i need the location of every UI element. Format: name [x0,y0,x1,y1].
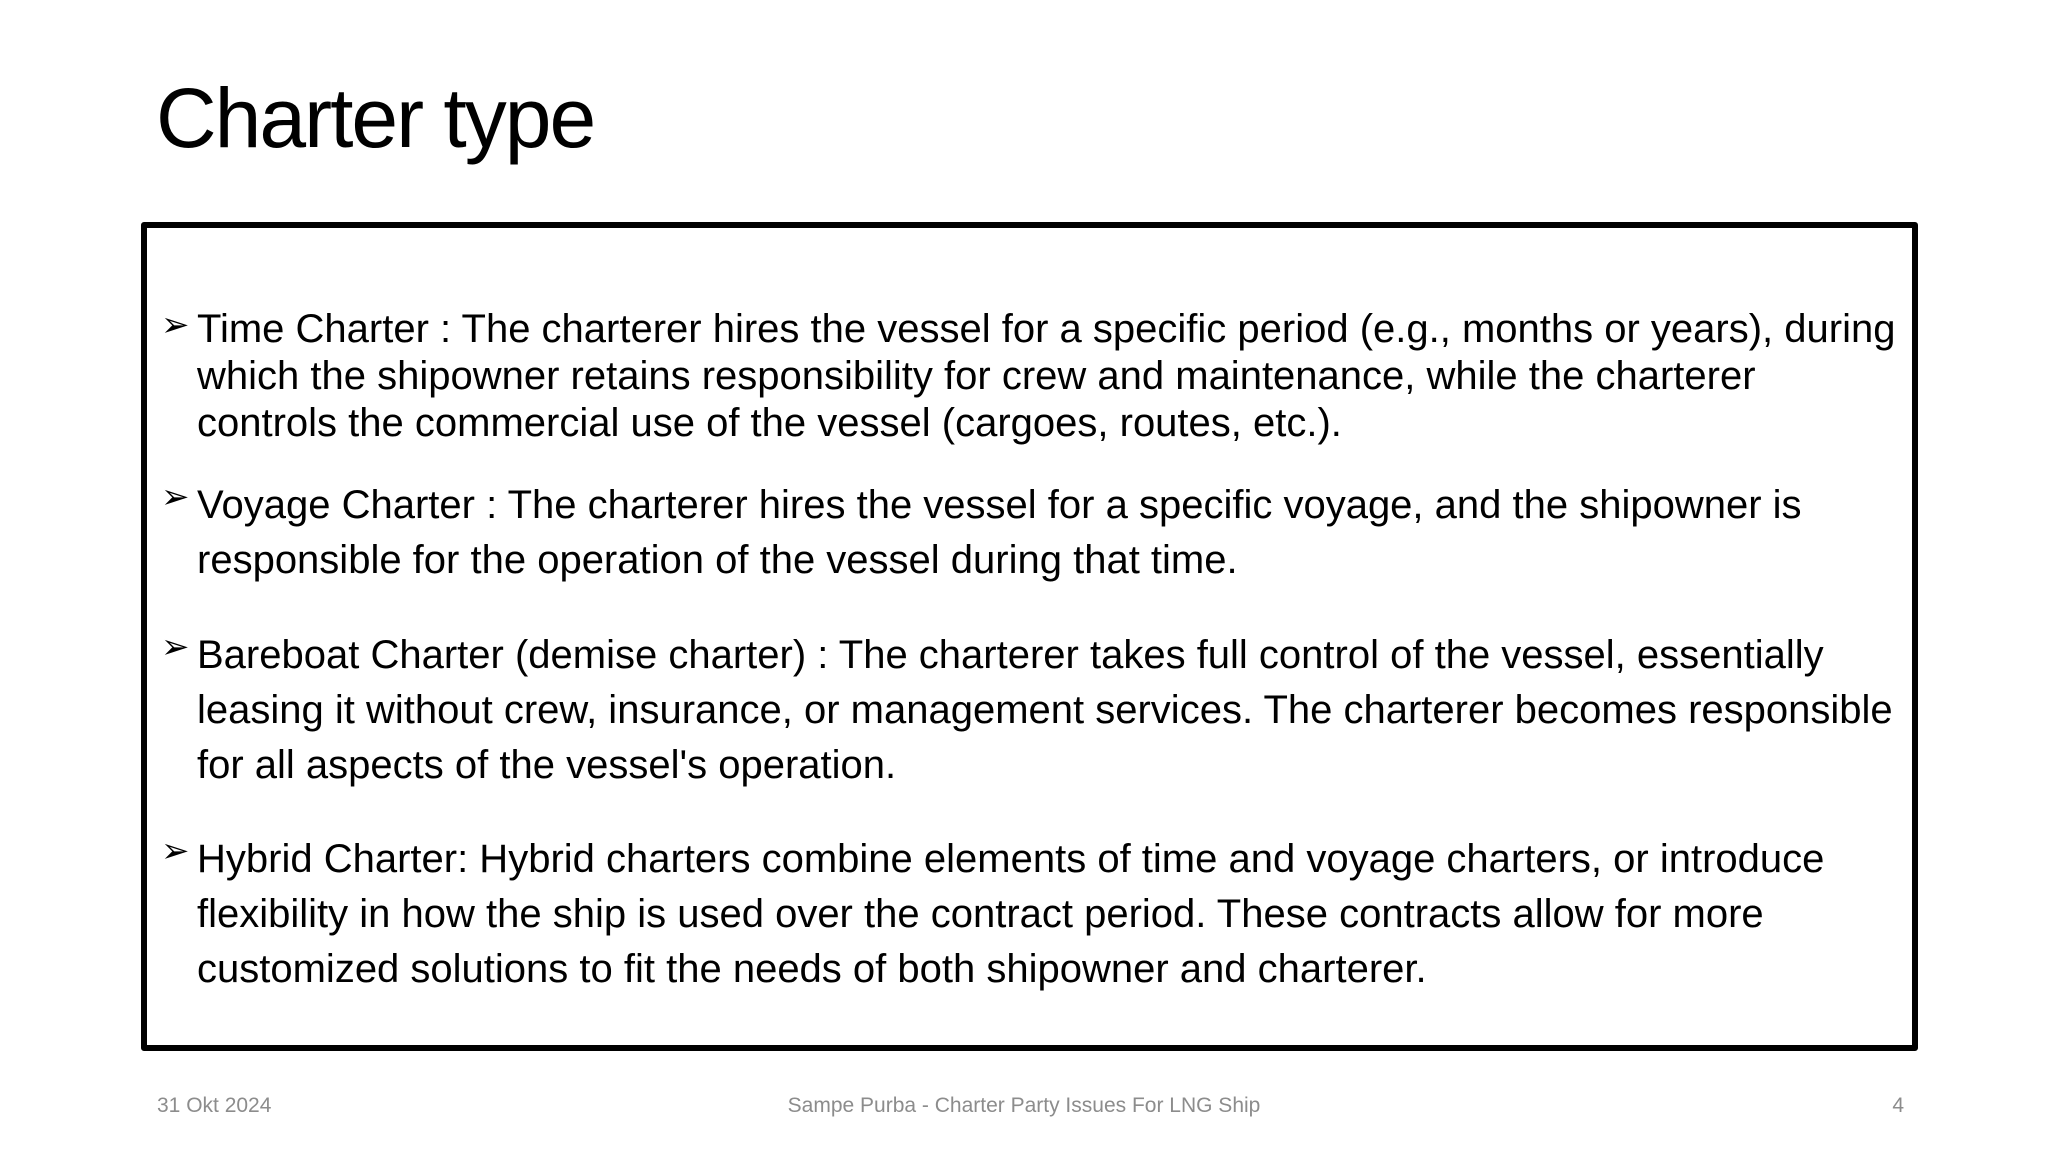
arrow-bullet-icon: ➢ [161,478,190,516]
bullet-text-voyage-charter: Voyage Charter : The charterer hires the vessel for a specific voyage, and the shipowner is responsible for the operation of the vessel during that time. [197,483,1802,582]
bullet-item-voyage-charter [161,478,1901,588]
bullet-item-hybrid-charter [161,832,1901,997]
bullet-text-bareboat-charter: Bareboat Charter (demise charter) : The charterer takes full control of the vessel, essentially leasing it without crew, insurance, or management services. The charterer becomes responsible for all aspects of the vessel's operation. [197,633,1893,787]
slide-title: Charter type [156,71,595,165]
content-box [141,222,1918,1051]
footer-date: 31 Okt 2024 [157,1094,272,1117]
footer-title: Sampe Purba - Charter Party Issues For LNG Ship [787,1094,1261,1117]
bullet-item-bareboat-charter [161,628,1901,793]
arrow-bullet-icon: ➢ [161,306,190,344]
arrow-bullet-icon: ➢ [161,628,190,666]
bullet-text-hybrid-charter: Hybrid Charter: Hybrid charters combine elements of time and voyage charters, or introduce flexibility in how the ship is used over the contract period. These contracts allow for more customized solutions to fit the needs of both shipowner and charterer. [197,837,1825,991]
footer-page-number: 4 [1892,1094,1904,1117]
arrow-bullet-icon: ➢ [161,832,190,870]
bullet-text-time-charter: Time Charter : The charterer hires the vessel for a specific period (e.g., months or years), during which the shipowner retains responsibility for crew and maintenance, while the charterer controls the commercial use of the vessel (cargoes, routes, etc.). [197,307,1896,445]
bullet-item-time-charter [161,306,1901,447]
